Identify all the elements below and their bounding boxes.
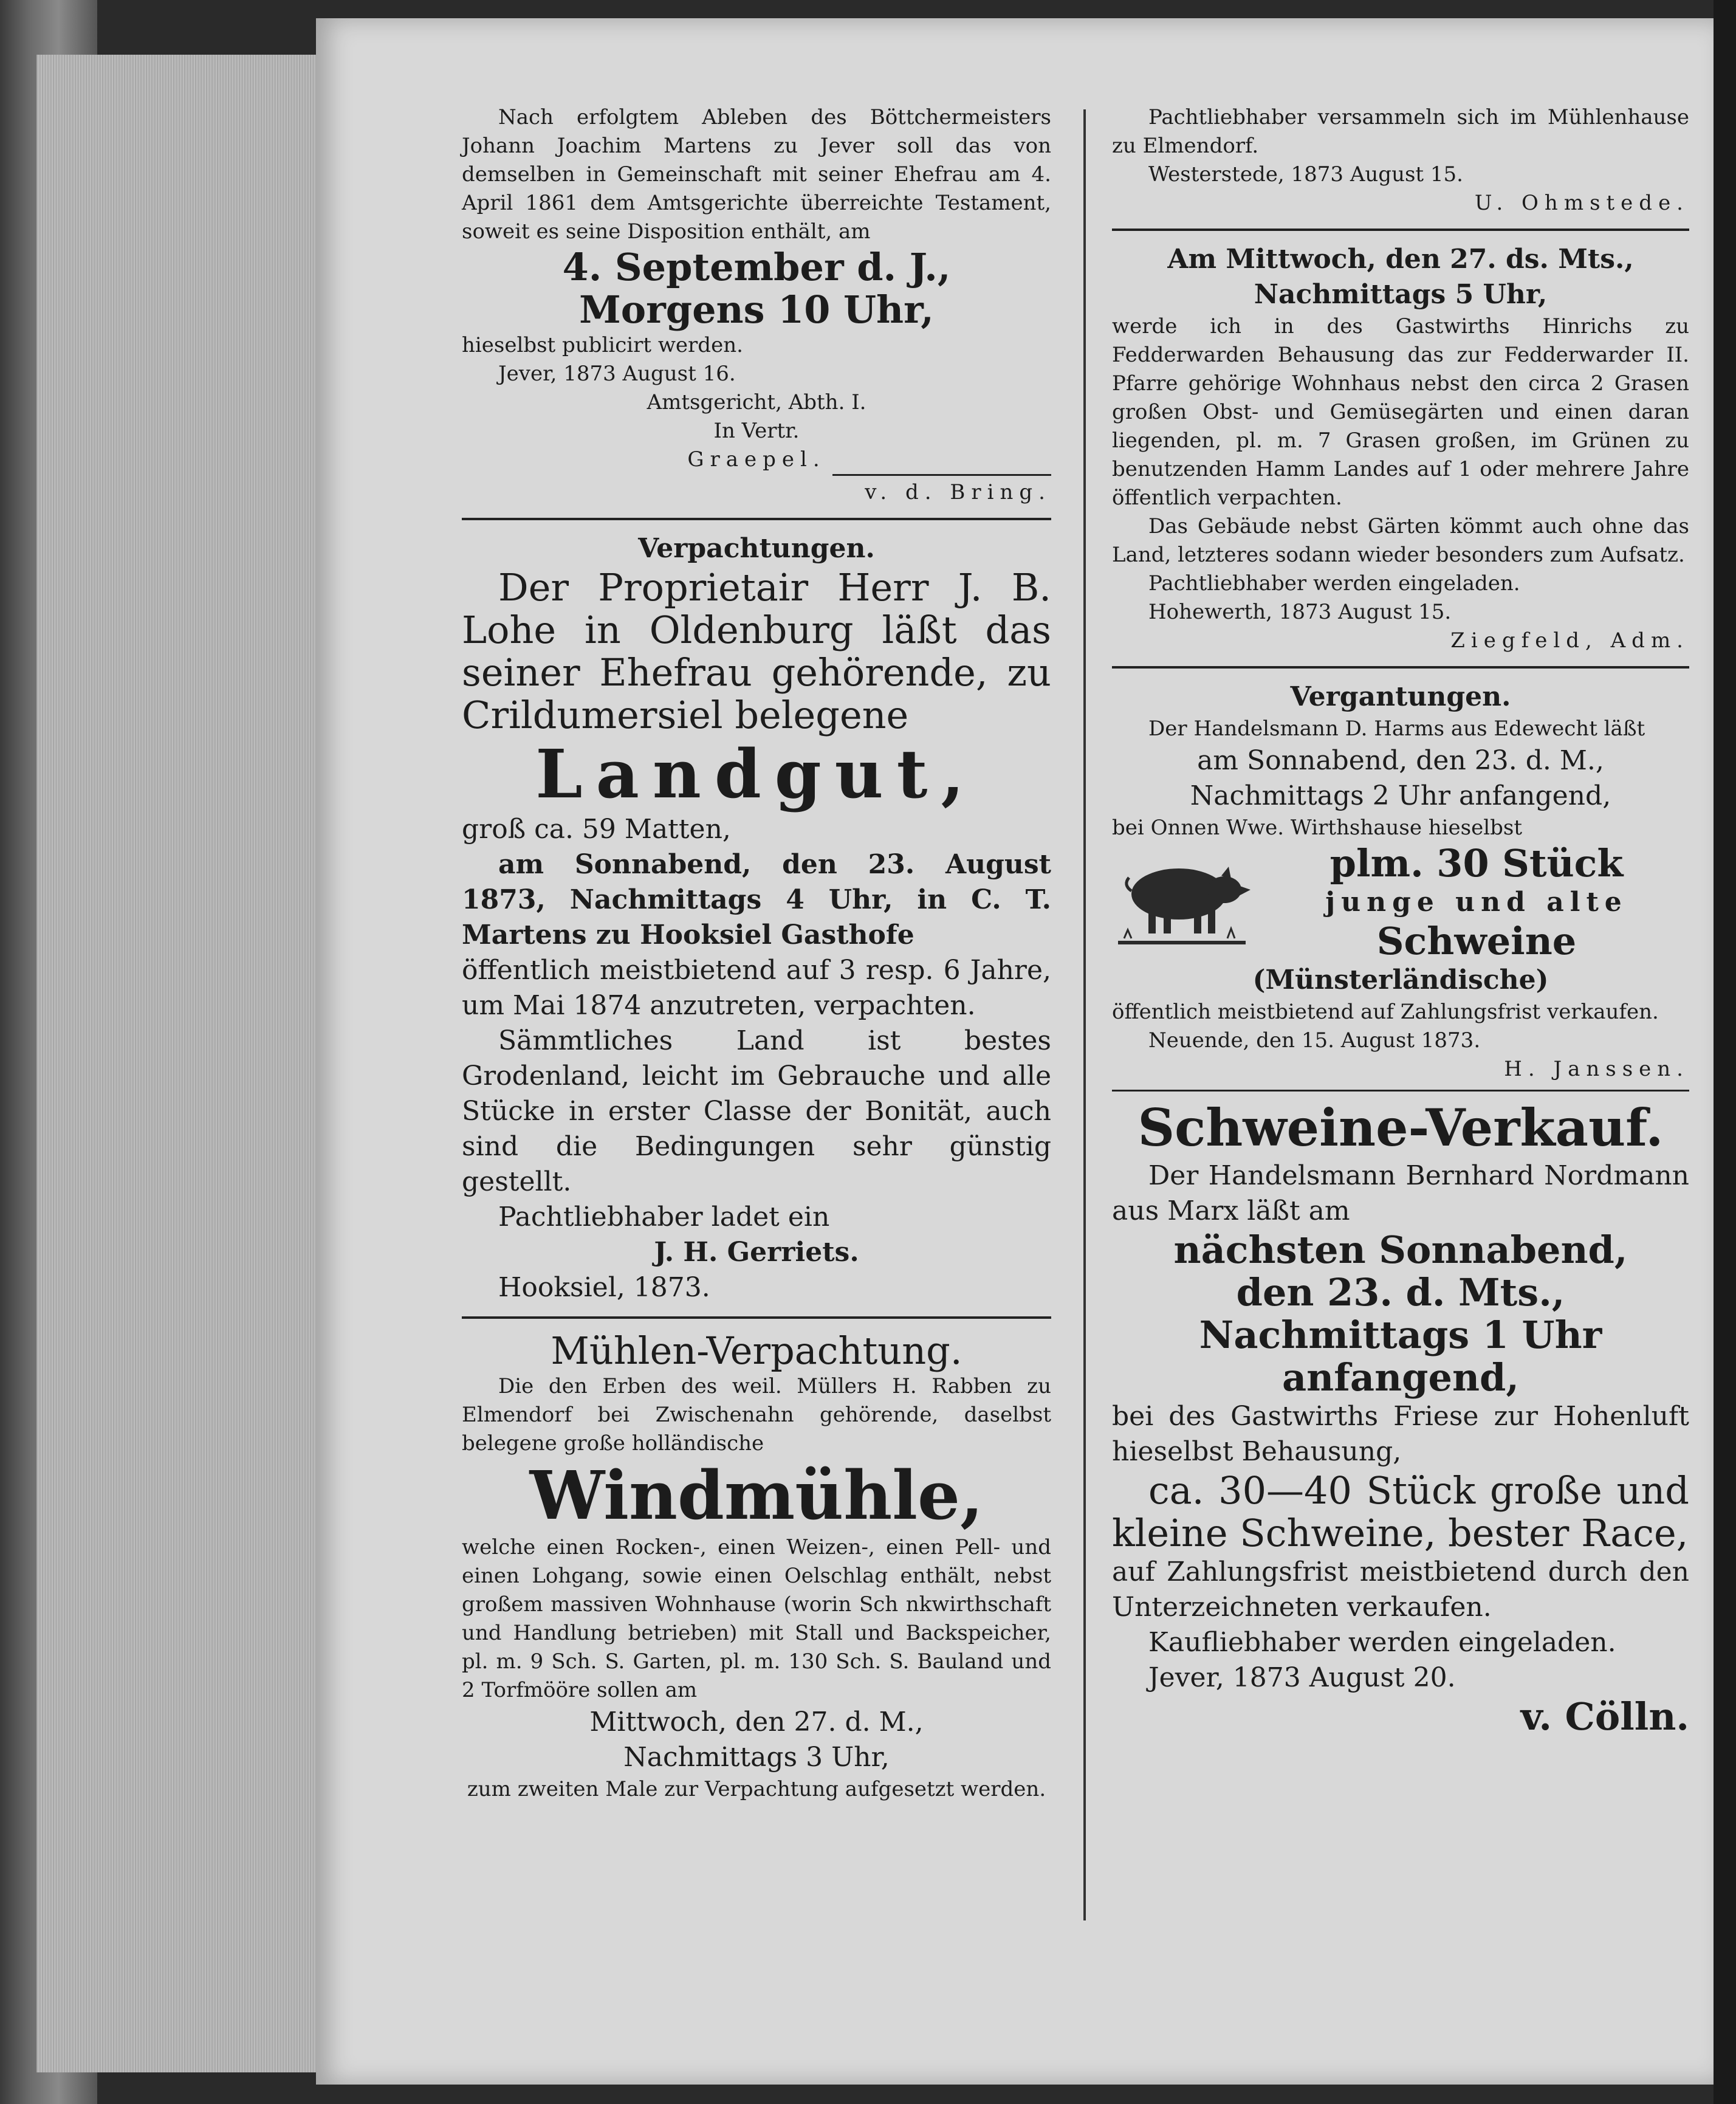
fedderwarden-note: Das Gebäude nebst Gärten kömmt auch ohne das Land, letzteres sodann wieder besonders zum Aufsatz. (1112, 514, 1689, 567)
verkauf-time: Nachmittags 1 Uhr (1199, 1313, 1602, 1357)
testament-signature-row (462, 474, 1051, 507)
windmuehle-date: Mittwoch, den 27. d. M., (589, 1707, 924, 1738)
fedderwarden-body: werde ich in des Gastwirths Hinrichs zu Fedderwarden Behausung das zur Fedderwarder II. Pfarre gehörige Wohnhaus nebst den circa 2 Grasen großen Obst- und Gemüsegärten und einen daran liegenden, pl. m. 7 Grasen großen, im Grünen zu benutzenden Hamm Landes auf 1 oder mehrere Jahre öffentlich verpachten. (1112, 314, 1689, 510)
vergantungen-line1: Der Handelsmann D. Harms aus Edewecht läßt (1148, 717, 1645, 741)
landgut-when: am Sonnabend, den 23. August 1873, Nachmittags 4 Uhr, in C. T. Martens zu Hooksiel Gasthofe (462, 849, 1051, 951)
vergantungen-signature: H. Janssen. (1504, 1057, 1689, 1081)
fedderwarden-place-date: Hohewerth, 1873 August 15. (1148, 600, 1452, 624)
testament-vertr: In Vertr. (713, 419, 800, 443)
testament-signature-1: Graepel. (687, 447, 826, 472)
testament-signature-2: v. d. Bring. (832, 474, 1051, 507)
pig-text (1264, 842, 1689, 963)
column-separator (1083, 109, 1086, 1920)
landgut-land: Sämmtliches Land ist bestes Grodenland, leicht im Gebrauche und alle Stücke in erster Classe der Bonität, auch sind die Bedingungen sehr günstig gestellt. (462, 1025, 1051, 1197)
notice-landgut (462, 531, 1051, 1305)
verkauf-heading: Schweine-Verkauf. (1137, 1098, 1664, 1158)
right-margin-edge (1714, 0, 1736, 2104)
fedderwarden-date: Am Mittwoch, den 27. ds. Mts., (1167, 244, 1634, 275)
windmuehle-time: Nachmittags 3 Uhr, (623, 1742, 890, 1773)
windmuehle-end: zum zweiten Male zur Verpachtung aufgesetzt werden. (467, 1777, 1046, 1801)
notice-vergantungen (1112, 679, 1689, 1084)
divider (1112, 1090, 1689, 1092)
right-column (1112, 103, 1689, 1738)
pig-row (1112, 842, 1689, 963)
notice-schweine-verkauf (1112, 1098, 1689, 1738)
vergantungen-place-date: Neuende, den 15. August 1873. (1148, 1028, 1481, 1053)
verkauf-date: den 23. d. Mts., (1236, 1270, 1565, 1315)
testament-date: 4. September d. J., (562, 245, 951, 289)
verkauf-line1: Der Handelsmann Bernhard Nordmann aus Marx läßt am (1112, 1160, 1689, 1226)
notice-testament (462, 103, 1051, 507)
vergantungen-place: bei Onnen Wwe. Wirthshause hieselbst (1112, 816, 1522, 840)
verkauf-day: nächsten Sonnabend, (1173, 1228, 1628, 1272)
page-stack-edge (36, 55, 323, 2072)
windmuehle-cont-signature: U. Ohmstede. (1474, 191, 1689, 215)
landgut-place: Hooksiel, 1873. (498, 1272, 710, 1303)
verkauf-start: anfangend, (1282, 1355, 1519, 1400)
vergantungen-time: Nachmittags 2 Uhr anfangend, (1190, 780, 1611, 811)
pig-illustration-icon (1112, 842, 1252, 952)
fedderwarden-time: Nachmittags 5 Uhr, (1254, 279, 1548, 310)
landgut-intro: Der Proprietair Herr J. B. Lohe in Oldenburg läßt das seiner Ehefrau gehörende, zu Crildumersiel belegene (462, 565, 1051, 737)
landgut-invite: Pachtliebhaber ladet ein (498, 1202, 830, 1232)
verkauf-signature: v. Cölln. (1520, 1694, 1689, 1739)
left-column (462, 103, 1051, 1804)
windmuehle-cont-line: Pachtliebhaber versammeln sich im Mühlenhause zu Elmendorf. (1112, 105, 1689, 158)
windmuehle-cont-place-date: Westerstede, 1873 August 15. (1148, 162, 1463, 187)
fedderwarden-signature: Ziegfeld, Adm. (1450, 628, 1689, 653)
verkauf-terms: auf Zahlungsfrist meistbietend durch den Unterzeichneten verkaufen. (1112, 1556, 1689, 1623)
landgut-title: Landgut, (535, 735, 978, 813)
vergantungen-title: Schweine (1376, 919, 1577, 963)
notice-windmuehle-continued (1112, 103, 1689, 218)
landgut-terms: öffentlich meistbietend auf 3 resp. 6 Jahre, um Mai 1874 anzutreten, verpachten. (462, 955, 1051, 1021)
divider (1112, 229, 1689, 231)
landgut-size: groß ca. 59 Matten, (462, 814, 731, 845)
windmuehle-desc: welche einen Rocken-, einen Weizen-, einen Pell- und einen Lohgang, sowie einen Oelschlag enthält, nebst großem massiven Wohnhause (worin Sch nkwirthschaft und Handlung betrieben) mit Stall und Backspeicher, pl. m. 9 Sch. S. Garten, pl. m. 130 Sch. S. Bauland und 2 Torfmööre sollen am (462, 1535, 1051, 1702)
windmuehle-heading: Mühlen-Verpachtung. (551, 1329, 962, 1373)
notice-fedderwarden (1112, 242, 1689, 655)
testament-time: Morgens 10 Uhr, (579, 287, 934, 332)
testament-court: Amtsgericht, Abth. I. (647, 390, 866, 414)
verkauf-invite: Kaufliebhaber werden eingeladen. (1148, 1627, 1616, 1658)
divider (462, 1316, 1051, 1319)
vergantungen-heading: Vergantungen. (1290, 681, 1511, 712)
testament-body: Nach erfolgtem Ableben des Böttchermeisters Johann Joachim Martens zu Jever soll das von demselben in Gemeinschaft mit seiner Ehefrau am 4. April 1861 dem Amtsgerichte überreichte Testament, soweit es seine Disposition enthält, am (462, 105, 1051, 244)
windmuehle-intro: Die den Erben des weil. Müllers H. Rabben zu Elmendorf bei Zwischenahn gehörende, daselbst belegene große holländische (462, 1374, 1051, 1456)
fedderwarden-invite: Pachtliebhaber werden eingeladen. (1148, 571, 1520, 596)
divider (1112, 666, 1689, 669)
vergantungen-terms: öffentlich meistbietend auf Zahlungsfrist verkaufen. (1112, 1000, 1659, 1024)
testament-after: hieselbst publicirt werden. (462, 333, 743, 357)
testament-place-date: Jever, 1873 August 16. (498, 362, 736, 386)
windmuehle-title: Windmühle, (529, 1456, 984, 1535)
verkauf-place: bei des Gastwirths Friese zur Hohenluft hieselbst Behausung, (1112, 1401, 1689, 1467)
verkauf-count: ca. 30—40 Stück große und kleine Schweine, bester Race, (1112, 1468, 1689, 1555)
vergantungen-date: am Sonnabend, den 23. d. M., (1197, 745, 1604, 776)
vergantungen-breed: (Münsterländische) (1252, 964, 1549, 995)
vergantungen-kind: junge und alte (1325, 887, 1628, 918)
landgut-signature: J. H. Gerriets. (654, 1237, 859, 1268)
verkauf-place-date: Jever, 1873 August 20. (1148, 1662, 1456, 1693)
divider (462, 518, 1051, 520)
landgut-heading: Verpachtungen. (638, 533, 875, 564)
vergantungen-count: plm. 30 Stück (1329, 841, 1624, 885)
notice-windmuehle (462, 1330, 1051, 1804)
